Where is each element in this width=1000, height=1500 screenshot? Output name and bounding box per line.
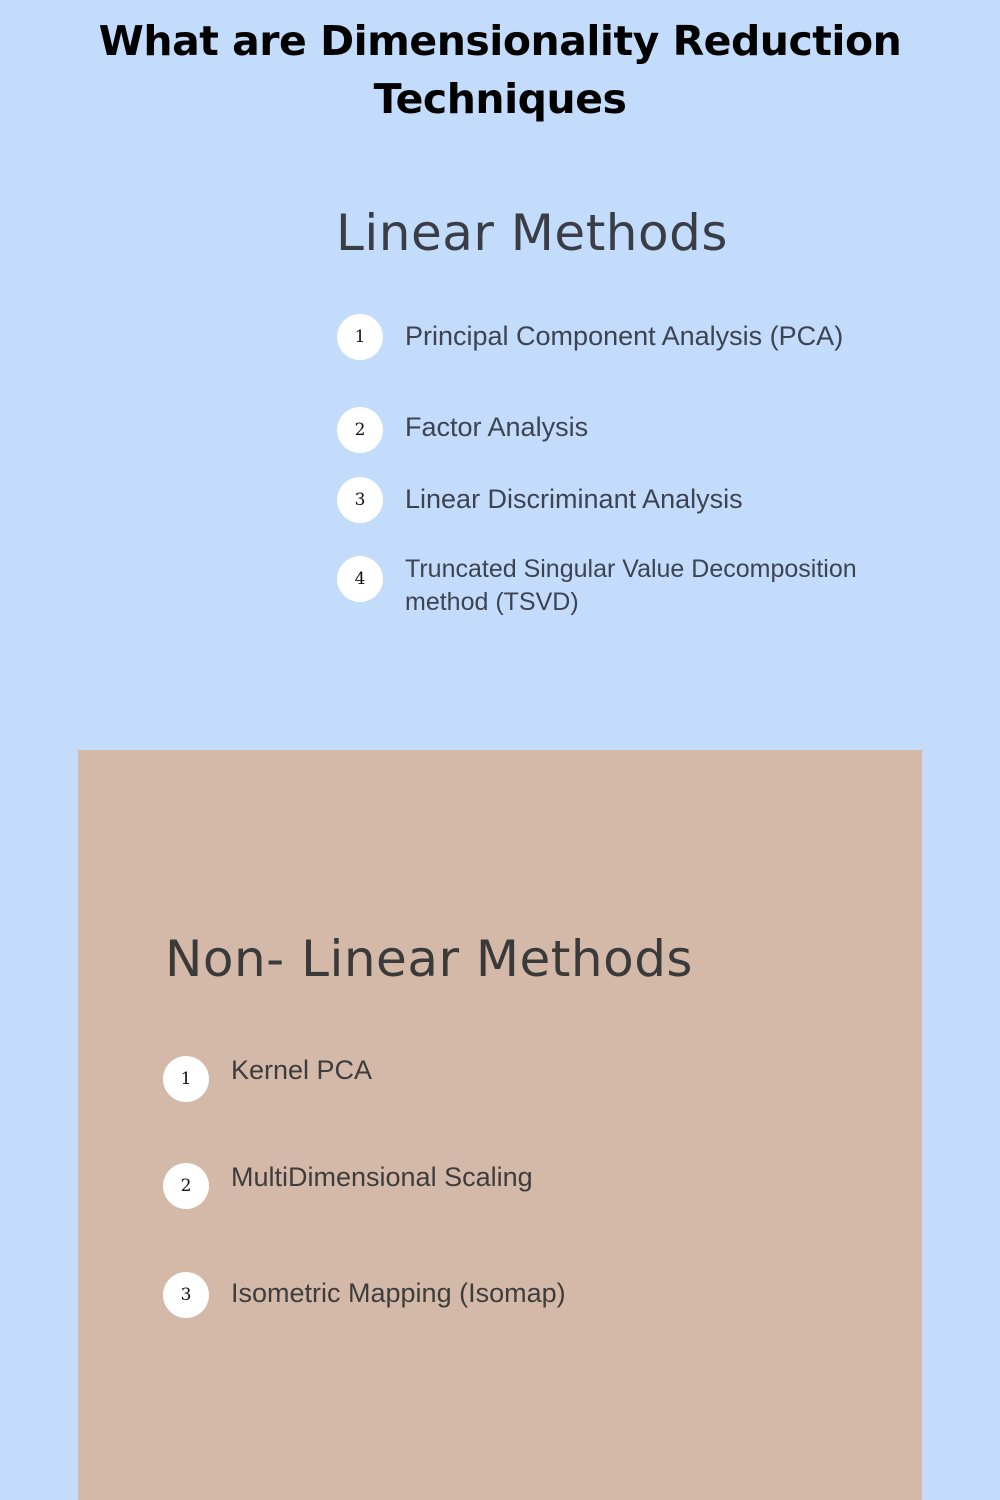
item-label: Linear Discriminant Analysis xyxy=(405,484,743,514)
number-badge: 4 xyxy=(337,556,383,602)
nonlinear-panel xyxy=(78,750,922,1500)
nonlinear-item xyxy=(163,1056,372,1102)
item-label: Truncated Singular Value Decomposition method (TSVD) xyxy=(405,555,857,616)
nonlinear-methods-heading: Non- Linear Methods xyxy=(165,930,693,988)
item-label: Principal Component Analysis (PCA) xyxy=(405,321,844,351)
number-badge: 1 xyxy=(337,314,383,360)
number-badge: 2 xyxy=(337,407,383,453)
linear-item xyxy=(337,556,905,619)
linear-methods-heading: Linear Methods xyxy=(336,204,728,262)
number-badge: 3 xyxy=(337,477,383,523)
item-label: Isometric Mapping (Isomap) xyxy=(231,1278,566,1308)
linear-item xyxy=(337,314,865,360)
number-badge: 3 xyxy=(163,1272,209,1318)
item-label: Factor Analysis xyxy=(405,412,589,442)
number-badge: 1 xyxy=(163,1056,209,1102)
linear-item xyxy=(337,477,743,523)
nonlinear-item xyxy=(163,1163,533,1209)
item-label: MultiDimensional Scaling xyxy=(231,1162,533,1192)
page-title: What are Dimensionality Reduction Techniques xyxy=(98,17,902,123)
nonlinear-item xyxy=(163,1272,566,1318)
number-badge: 2 xyxy=(163,1163,209,1209)
item-label: Kernel PCA xyxy=(231,1055,373,1085)
linear-item xyxy=(337,407,588,453)
